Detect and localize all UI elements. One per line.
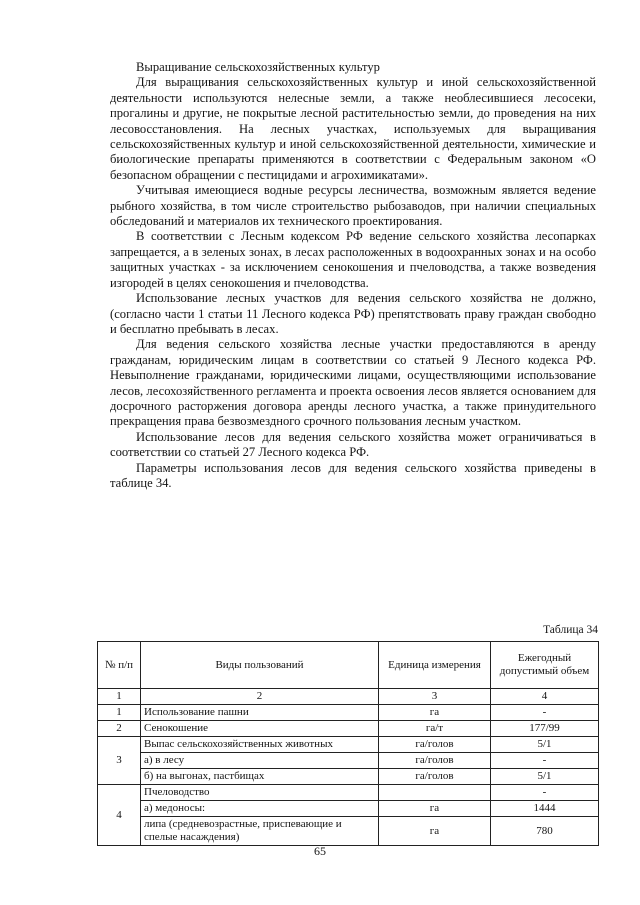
table-row: [98, 721, 599, 737]
row-volume: -: [491, 753, 599, 769]
row-volume: 1444: [491, 801, 599, 817]
body-text: [110, 60, 596, 491]
table-header-row: [98, 642, 599, 689]
row-num: 2: [98, 721, 141, 737]
row-volume: 5/1: [491, 769, 599, 785]
table-row: [98, 753, 599, 769]
paragraph-fishery: Учитывая имеющиеся водные ресурсы лесничества, возможным является ведение рыбного хозяйства, в том числе строительство рыбозаводов, при наличии специальных обследований и материалов их технического проектирования.: [110, 183, 596, 229]
row-unit: га/т: [379, 721, 491, 737]
col-number: 3: [379, 689, 491, 705]
header-num: № п/п: [98, 642, 141, 689]
table-caption: Таблица 34: [543, 624, 598, 636]
row-kind: а) медоносы:: [141, 801, 379, 817]
parameters-table: [97, 641, 599, 846]
col-number: 4: [491, 689, 599, 705]
row-unit: га/голов: [379, 753, 491, 769]
table-row: [98, 705, 599, 721]
row-volume: 780: [491, 817, 599, 846]
row-num: 1: [98, 705, 141, 721]
header-unit: Единица измерения: [379, 642, 491, 689]
paragraph-table-ref: Параметры использования лесов для ведения сельского хозяйства приведены в таблице 34.: [110, 460, 596, 490]
paragraph-citizen-rights: Использование лесных участков для ведения сельского хозяйства не должно, (согласно части 1 статьи 11 Лесного кодекса РФ) препятствовать праву граждан свободно и бесплатно пребывать в лесах.: [110, 291, 596, 336]
header-kind: Виды пользований: [141, 642, 379, 689]
col-number: 2: [141, 689, 379, 705]
table-row: [98, 817, 599, 846]
col-number: 1: [98, 689, 141, 705]
row-kind: б) на выгонах, пастбищах: [141, 769, 379, 785]
table-row: [98, 801, 599, 817]
row-unit: га/голов: [379, 769, 491, 785]
row-unit: га/голов: [379, 737, 491, 753]
row-volume: 5/1: [491, 737, 599, 753]
row-num: 4: [98, 785, 141, 846]
table-row: [98, 769, 599, 785]
row-kind: Использование пашни: [141, 705, 379, 721]
paragraph-lease: Для ведения сельского хозяйства лесные участки предоставляются в аренду гражданам, юридическим лицам в соответствии со статьей 9 Лесного кодекса РФ. Невыполнение гражданами, юридическими лицами, осуществляющими использование лесов, лесохозяйственного регламента и проекта освоения лесов является основанием для досрочного расторжения договора аренды лесного участка, а также принудительного прекращения права безвозмездного срочного пользования лесным участком.: [110, 337, 596, 429]
section-heading: Выращивание сельскохозяйственных культур: [136, 60, 380, 74]
paragraph-limits: Использование лесов для ведения сельского хозяйства может ограничиваться в соответствии со статьей 27 Лесного кодекса РФ.: [110, 429, 596, 460]
table-row: [98, 785, 599, 801]
row-volume: 177/99: [491, 721, 599, 737]
row-volume: -: [491, 705, 599, 721]
paragraph-crops: Для выращивания сельскохозяйственных культур и иной сельскохозяйственной деятельности используются нелесные земли, а также необлесившиеся лесосеки, прогалины и другие, не покрытые лесной растительностью земли, до проведения на них лесовосстановления. На лесных участках, используемых для выращивания сельскохозяйственных культур и иной сельскохозяйственной деятельности, химические и биологические препараты применяются в соответствии с Федеральным законом «О безопасном обращении с пестицидами и агрохимикатами».: [110, 75, 596, 182]
row-unit: га: [379, 801, 491, 817]
table-row: [98, 737, 599, 753]
column-number-row: [98, 689, 599, 705]
row-num: 3: [98, 737, 141, 785]
row-kind: Пчеловодство: [141, 785, 379, 801]
row-kind: липа (средневозрастные, приспевающие и спелые насаждения): [141, 817, 379, 846]
row-unit: га: [379, 817, 491, 846]
row-kind: Сенокошение: [141, 721, 379, 737]
row-kind: Выпас сельскохозяйственных животных: [141, 737, 379, 753]
paragraph-restrictions: В соответствии с Лесным кодексом РФ ведение сельского хозяйства лесопарках запрещается, а в зеленых зонах, в лесах расположенных в водоохранных зонах и на особо защитных участках - за исключением сенокошения и пчеловодства, а также возведения изгородей в целях сенокошения и пчеловодства.: [110, 229, 596, 290]
row-unit: га: [379, 705, 491, 721]
page-number: 65: [314, 844, 326, 858]
row-unit: [379, 785, 491, 801]
row-volume: -: [491, 785, 599, 801]
header-volume: Ежегодный допустимый объем: [491, 642, 599, 689]
row-kind: а) в лесу: [141, 753, 379, 769]
